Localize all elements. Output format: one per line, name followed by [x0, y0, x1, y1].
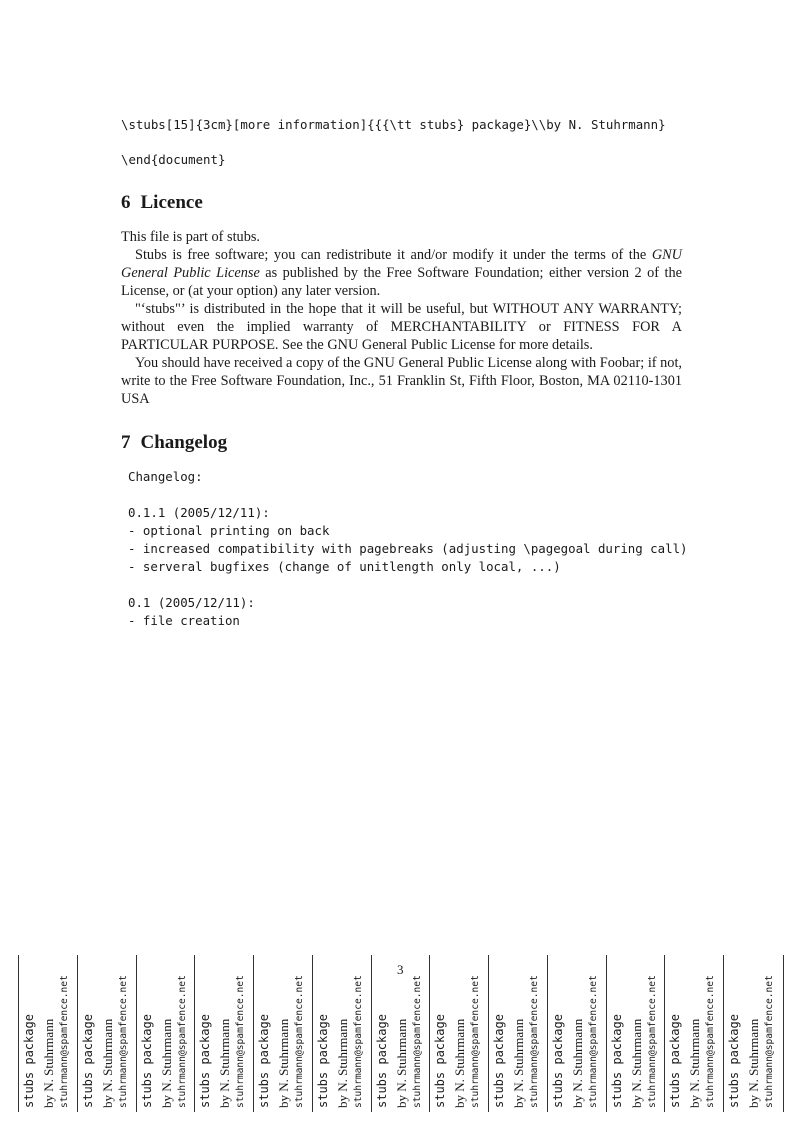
stub-text-3: stuhrmann@spamfence.net: [411, 975, 423, 1108]
stubs-code-line: \stubs[15]{3cm}[more information]{{{\tt stubs} package}\\by N. Stuhrmann}: [121, 117, 666, 132]
stub-column: [668, 955, 684, 1112]
licence-paragraph: You should have received a copy of the GNU General Public License along with Foobar; if not, write to the Free Software Foundation, Inc., 51 Franklin St, Fifth Floor, Boston, MA 02110-1301 USA: [121, 355, 682, 407]
changelog-line: - optional printing on back: [128, 523, 330, 538]
section-number: 7: [121, 432, 131, 453]
stub-column: [140, 955, 156, 1112]
stub[interactable]: [253, 955, 313, 1112]
stub-column: [492, 955, 508, 1112]
stub-text-3: stuhrmann@spamfence.net: [705, 975, 717, 1108]
tear-off-stubs: [18, 955, 782, 1112]
stub-column: [394, 955, 410, 1112]
stub[interactable]: [371, 955, 431, 1112]
stub-column: [727, 955, 743, 1112]
stub-text-1: stubs package: [315, 1014, 330, 1108]
section-number: 6: [121, 192, 131, 213]
stub-text-2: by N. Stuhrmann: [746, 1018, 762, 1108]
stub-text-3: stuhrmann@spamfence.net: [646, 975, 658, 1108]
stub-text-2: by N. Stuhrmann: [452, 1018, 468, 1108]
stub-column: [375, 955, 391, 1112]
stub-column: [335, 955, 351, 1112]
stub-text-1: stubs package: [609, 1014, 624, 1108]
stub-text-2: by N. Stuhrmann: [99, 1018, 115, 1108]
stub[interactable]: [429, 955, 489, 1112]
stub-text-3: stuhrmann@spamfence.net: [235, 975, 247, 1108]
stub-text-2: by N. Stuhrmann: [217, 1018, 233, 1108]
changelog-line: Changelog:: [128, 469, 203, 484]
stub-column: [276, 955, 292, 1112]
stub-text-1: stubs package: [139, 1014, 154, 1108]
stub-column: [610, 955, 626, 1112]
stub-text-1: stubs package: [433, 1014, 448, 1108]
stub-column: [629, 955, 645, 1112]
changelog-line: - increased compatibility with pagebreaks (adjusting \pagegoal during call): [128, 541, 688, 556]
stub-text-1: stubs package: [492, 1014, 507, 1108]
stub-text-2: by N. Stuhrmann: [276, 1018, 292, 1108]
stub-column: [452, 955, 468, 1112]
stub-column: [529, 955, 545, 1112]
stub-column: [198, 955, 214, 1112]
stub[interactable]: [312, 955, 372, 1112]
licence-section-heading: [121, 192, 203, 214]
stub-text-1: stubs package: [727, 1014, 742, 1108]
stub[interactable]: [488, 955, 548, 1112]
licence-text: as published by the Free Software Foundation; either version 2 of the License, or (at your option) any later version.: [121, 265, 682, 299]
changelog-line: [128, 576, 688, 594]
stub-text-3: stuhrmann@spamfence.net: [587, 975, 599, 1108]
stub-column: [705, 955, 721, 1112]
stub-column: [687, 955, 703, 1112]
stub-column: [59, 955, 75, 1112]
stub[interactable]: [723, 955, 784, 1112]
stub-text-2: by N. Stuhrmann: [334, 1018, 350, 1108]
stub[interactable]: [194, 955, 254, 1112]
stub-text-2: by N. Stuhrmann: [41, 1018, 56, 1108]
stub-text-1: stubs package: [668, 1014, 683, 1108]
changelog-block: [128, 468, 688, 630]
licence-paragraph: "‘stubs"’ is distributed in the hope that it will be useful, but WITHOUT ANY WARRANTY; without even the implied warranty of MERCHANTABILITY or FITNESS FOR A PARTICULAR PURPOSE. See the GNU General Public License for more details.: [121, 301, 682, 353]
stub-text-2: by N. Stuhrmann: [628, 1018, 644, 1108]
stub-column: [22, 955, 38, 1112]
section-title: Licence: [140, 192, 203, 213]
stub-text-1: stubs package: [22, 1014, 36, 1108]
stub-text-3: stuhrmann@spamfence.net: [294, 975, 306, 1108]
stub-text-2: by N. Stuhrmann: [687, 1018, 703, 1108]
stub[interactable]: [18, 955, 78, 1112]
stub-column: [217, 955, 233, 1112]
stub-column: [551, 955, 567, 1112]
stub[interactable]: [136, 955, 196, 1112]
stub-text-2: by N. Stuhrmann: [569, 1018, 585, 1108]
stub-text-3: stuhrmann@spamfence.net: [470, 975, 482, 1108]
stub-column: [159, 955, 175, 1112]
changelog-line: 0.1.1 (2005/12/11):: [128, 505, 270, 520]
stub-column: [433, 955, 449, 1112]
licence-text: Stubs is free software; you can redistribute it and/or modify it under the terms of the: [135, 247, 652, 263]
stub-column: [746, 955, 762, 1112]
stub-text-1: stubs package: [80, 1014, 95, 1108]
stub-column: [588, 955, 604, 1112]
stub-column: [257, 955, 273, 1112]
stub[interactable]: [77, 955, 137, 1112]
stub-text-1: stubs package: [550, 1014, 565, 1108]
stub-column: [570, 955, 586, 1112]
stub-column: [316, 955, 332, 1112]
stub-text-3: stuhrmann@spamfence.net: [352, 975, 364, 1108]
stub-text-3: stuhrmann@spamfence.net: [176, 975, 188, 1108]
stub-text-1: stubs package: [257, 1014, 272, 1108]
changelog-line: [128, 486, 688, 504]
stub-column: [118, 955, 134, 1112]
stub-text-3: stuhrmann@spamfence.net: [59, 975, 70, 1108]
stub-column: [177, 955, 193, 1112]
page-number: 3: [397, 962, 404, 977]
stub-text-3: stuhrmann@spamfence.net: [764, 975, 776, 1108]
stub-column: [764, 955, 780, 1112]
stub-column: [470, 955, 486, 1112]
stub-column: [294, 955, 310, 1112]
licence-body: [121, 228, 682, 408]
stub-text-2: by N. Stuhrmann: [158, 1018, 174, 1108]
stub-text-2: by N. Stuhrmann: [393, 1018, 409, 1108]
changelog-section-heading: [121, 432, 227, 454]
stub-column: [100, 955, 116, 1112]
stub-column: [81, 955, 97, 1112]
license-name-emphasis: GNU General Public License: [121, 247, 682, 281]
stub-column: [412, 955, 428, 1112]
licence-paragraph: This file is part of stubs.: [121, 229, 260, 245]
changelog-line: - serveral bugfixes (change of unitlength only local, ...): [128, 559, 561, 574]
changelog-line: 0.1 (2005/12/11):: [128, 595, 255, 610]
stub[interactable]: [606, 955, 666, 1112]
stub-text-3: stuhrmann@spamfence.net: [117, 975, 129, 1108]
stub-text-1: stubs package: [198, 1014, 213, 1108]
stub[interactable]: [664, 955, 724, 1112]
stub[interactable]: [547, 955, 607, 1112]
stub-text-2: by N. Stuhrmann: [511, 1018, 527, 1108]
stub-column: [511, 955, 527, 1112]
stub-column: [235, 955, 251, 1112]
stub-column: [41, 955, 57, 1112]
changelog-line: - file creation: [128, 613, 240, 628]
section-title: Changelog: [140, 432, 228, 453]
stub-text-1: stubs package: [374, 1014, 389, 1108]
stub-column: [353, 955, 369, 1112]
stub-text-3: stuhrmann@spamfence.net: [529, 975, 541, 1108]
licence-paragraph: [121, 246, 682, 300]
end-document-code-line: \end{document}: [121, 152, 226, 167]
stub-column: [647, 955, 663, 1112]
